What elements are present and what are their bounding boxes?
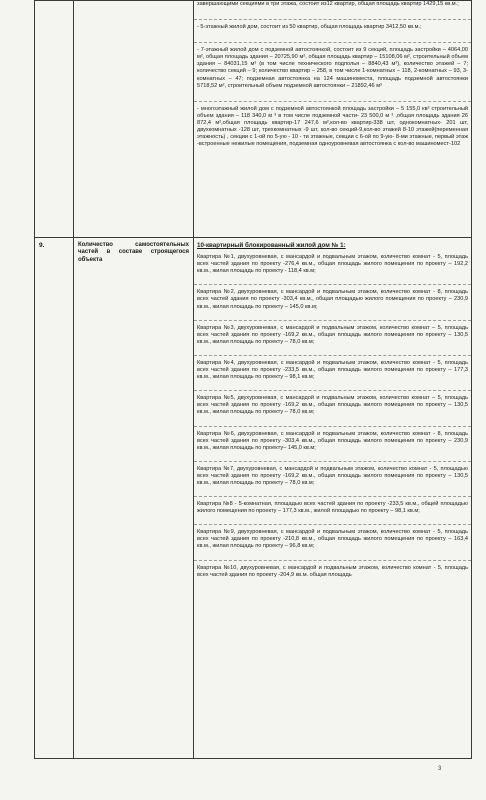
divider <box>194 426 471 427</box>
divider <box>194 390 471 391</box>
divider <box>194 524 471 525</box>
row-label: Количество самостоятельных частей в составе строящегося объекта <box>78 242 189 263</box>
row-content-cell <box>194 238 472 759</box>
document-table <box>34 0 472 759</box>
apartment-item: Квартира №5, двухуровневая, с мансардой и подвальным этажом, количество комнат – 5, площадь всех частей здания по проекту -169,2 кв.м., общая площадь жилого помещения по проекту – 130,5 кв.м., жилая площадь по проекту – 78,0 кв.м; <box>197 395 468 416</box>
row-number-cell <box>35 238 74 759</box>
apartment-item: Квартира №7, двухуровневая, с мансардой и подвальным этажом, количество комнат - 5, площадью всех частей здания по проекту -169,2 кв.м., общая площадь жилого помещения по проекту – 130,5 кв.м., жилая площадь по проекту – 78,0 кв.м; <box>197 465 468 486</box>
row-number-cell <box>35 1 74 238</box>
divider <box>194 560 471 561</box>
apartment-item: Квартира №3, двухуровневая, с мансардой и подвальным этажом, количество комнат – 5, площадь всех частей здания по проекту -169,2 кв.м., общая площадь жилого помещения по проекту – 130,5 кв.м., жилая площадь по проекту – 78,0 кв.м; <box>197 324 468 345</box>
table-row-9 <box>35 238 472 759</box>
paragraph-5-storey: - 5-этажный жилой дом, состоит из 50 квартир, общая площадь квартир 3412,50 кв.м.; <box>197 24 422 31</box>
paragraph-7-storey: - 7-этажный жилой дом с подземной автостоянкой, состоит из 9 секций, площадь застройки – 4064,00 м², общая площадь здания – 20725,90 м², общая площадь квартир – 15108,06 м², строительный объем здания – 84031,15 м³ (в том числе технического подполья – 8840,43 м³), количество этажей – 7; количество секций – 9; количество квартир – 258, в том числе 1-комнатных – 118, 2-комнатных – 93, 3-комнатных – 47; подземная автостоянка на 124 машиноместа, площадь подземной автостоянки 5718,52 м², строительный объем подземной автостоянки – 21892,46 м³ <box>197 47 468 89</box>
divider <box>194 496 471 497</box>
section-heading: 10-квартирный блокированный жилой дом № 1: <box>197 242 346 249</box>
apartment-item: Квартира №1, двухуровневая, с мансардой и подвальным этажом, количество комнат - 5, площадь всех частей здания по проекту -276,4 кв.м., общая площадь жилого помещения по проекту – 192,2 кв.м., жилая площадь по проекту - 118,4 кв.м; <box>197 254 468 275</box>
apartment-item: Квартира №2, двухуровневая, с мансардой и подвальным этажом, количество комнат - 8, площадь всех частей здания по проекту -303,4 кв.м., общая площадью жилого помещения по проекту – 230,9 кв.м., жилая площадь по проекту – 145,0 кв.м; <box>197 289 468 310</box>
divider <box>194 284 471 285</box>
apartment-item: Квартира №10, двухуровневая, с мансардой и подвальным этажом, количество комнат - 5, площадь всех частей здания по проекту -204,9 кв.м. общая площадь <box>197 564 468 578</box>
row-label-cell <box>74 238 194 759</box>
divider <box>194 101 471 102</box>
divider <box>194 320 471 321</box>
row-number: 9. <box>39 242 45 249</box>
divider <box>194 19 471 20</box>
page-number: 3 <box>438 766 442 772</box>
divider <box>194 42 471 43</box>
divider <box>194 355 471 356</box>
paragraph-intro: завершающими секциями в три этажа, состоит из12 квартир, общая площадь квартир 1429,15 кв.м.; <box>197 1 459 7</box>
row-label-cell <box>74 1 194 238</box>
apartment-item: Квартира №9, двухуровневая, с мансардой и подвальным этажом, количество комнат - 5, площадь всех частей здания по проекту -210,8 кв.м., общая площадь жилого помещения по проекту – 163,4 кв.м., жилая площадь по проекту – 96,8 кв.м; <box>197 529 468 550</box>
paragraph-multistorey: - многоэтажный жилой дом с подземной автостоянкой площадь застройки – 5 155,0 кв² строительный объем здания – 118 340,0 м ³ в том числе подземной части- 23 500,0 м ³ ,общая площадь здания 26 872,4 м²,общая площадь квартир-17 247,6 м²,кол-во квартир-338 шт, однокомнатных- 201 шт, двухкомнатных -128 шт, трехкомнатных -9 шт, кол-во секций-9,кол-во этажей 8-10 этажей(переменная этажность) , секции с 1-ой по 5-ую - 10 - ти этажные, секции с 6-ой по 9-ую- 8-ми этажные, первый этаж -встроенные нежилые помещения, подземная одноуровневая автостоянка с кол-во машиномест-102 <box>197 105 468 148</box>
apartment-item: Квартира №4, двухуровневая, с мансардой и подвальным этажом, количество комнат - 5, площадь всех частей здания по проекту -233,5 кв.м., общая площадь жилого помещения по проекту – 177,3 кв.м., жилая площадь по проекту – 98,1 кв.м; <box>197 359 468 381</box>
apartment-item: Квартира №6, двухуровневая, с мансардой и подвальным этажом, количество комнат - 8, площадь всех частей здания по проекту -303,4 кв.м., общая площадь жилого помещения по проекту – 230,9 кв.м., жилая площадь по проекту– 145,0 кв.м; <box>197 430 468 451</box>
divider <box>194 461 471 462</box>
table-row-8-continued <box>35 1 472 238</box>
row-content-cell <box>194 1 472 238</box>
apartment-item: Квартира №8 - 5-комнатная, площадью всех частей здания по проекту -233,5 кв.м., общей площадью жилого помещения по проекту – 177,3 кв.м., жилой площадью по проекту – 98,1 кв.м; <box>197 501 468 515</box>
